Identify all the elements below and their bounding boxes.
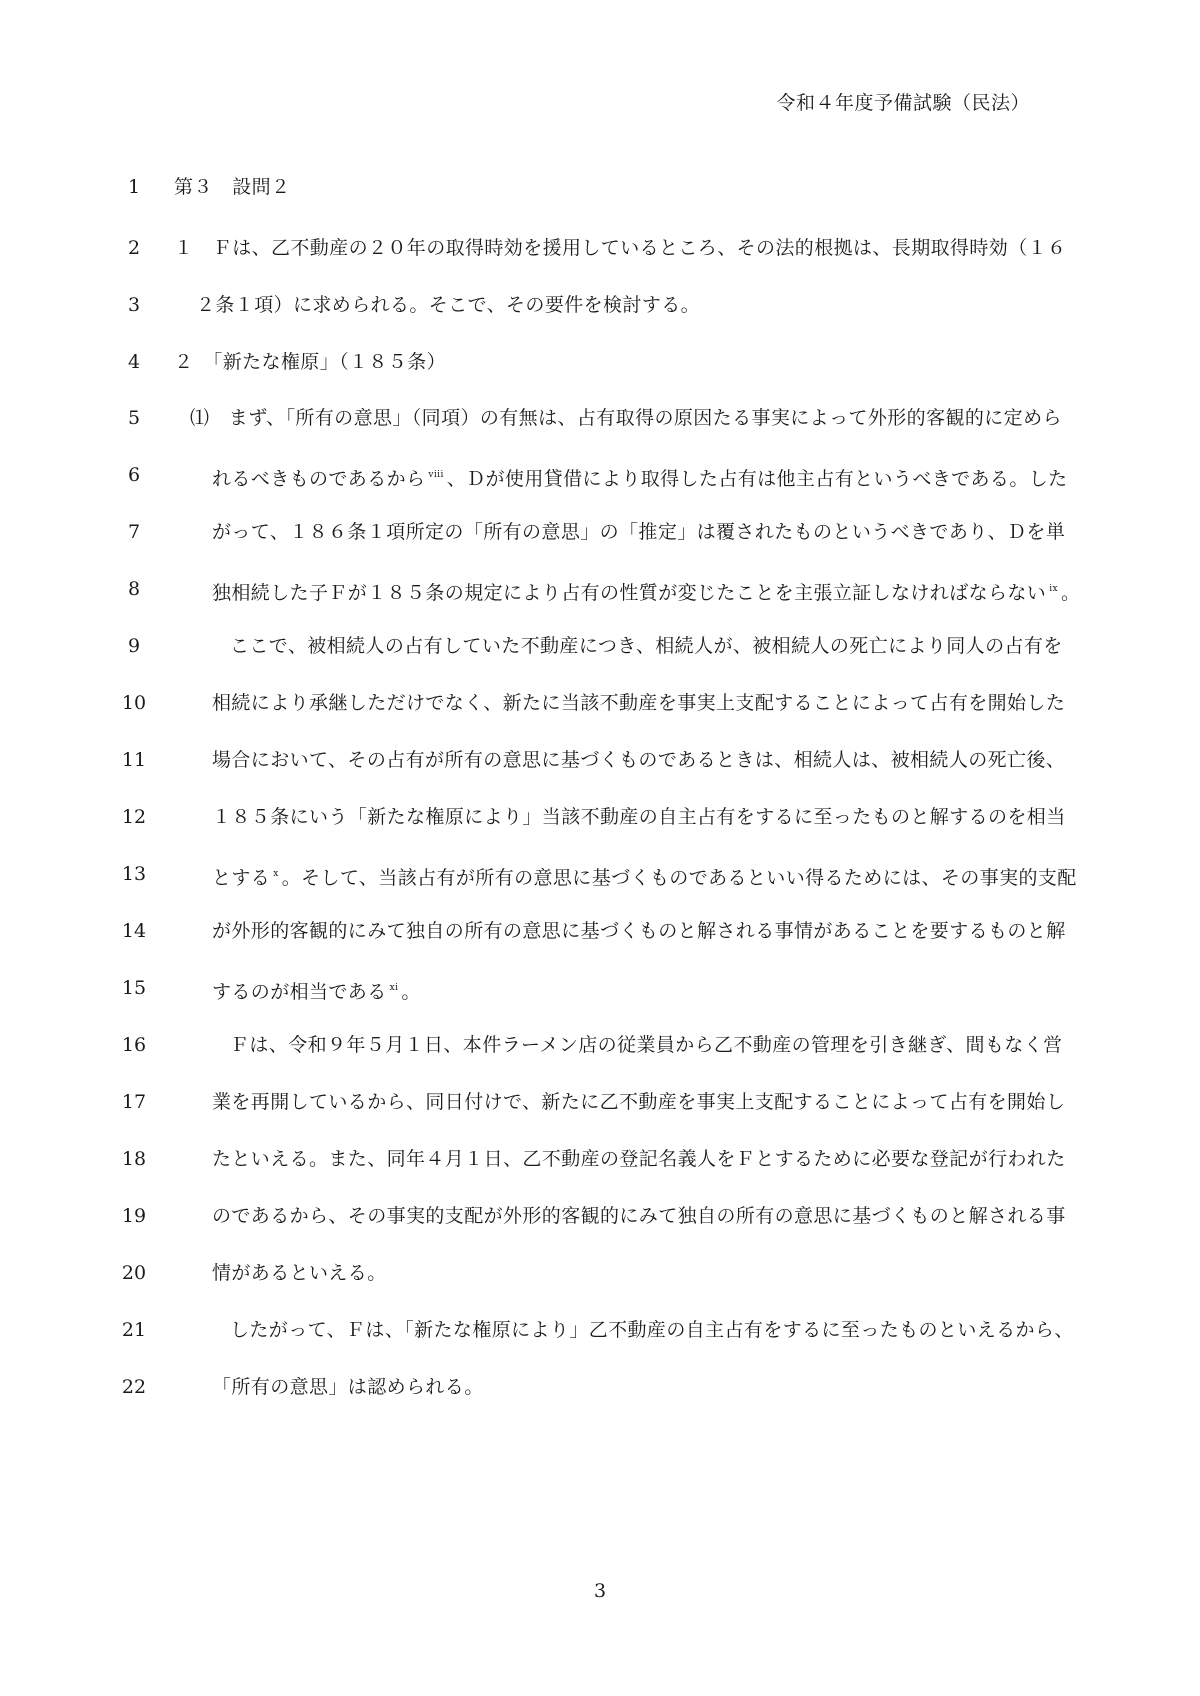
line-number: 15	[121, 977, 147, 999]
line-number: 11	[121, 749, 147, 771]
line-9	[0, 631, 1200, 661]
line-text: 独相続した子Ｆが１８５条の規定により占有の性質が変じたことを主張立証しなければならない $^{ix}$ 。	[212, 582, 1081, 604]
line-number: 9	[127, 635, 141, 657]
line-text: １８５条にいう「新たな権原により」当該不動産の自主占有をするに至ったものと解するのを相当	[212, 806, 1066, 828]
line-18	[0, 1144, 1200, 1174]
line-text: 場合において、その占有が所有の意思に基づくものであるときは、相続人は、被相続人の死亡後、	[212, 749, 1066, 771]
line-number: 22	[121, 1376, 147, 1398]
line-8	[0, 574, 1200, 604]
line-number: 12	[121, 806, 147, 828]
line-number: 3	[127, 294, 141, 316]
line-text: 相続により承継しただけでなく、新たに当該不動産を事実上支配することによって占有を開始した	[212, 692, 1066, 714]
line-text: ２条１項）に求められる。そこで、その要件を検討する。	[196, 294, 701, 316]
page-number: 3	[593, 1580, 607, 1602]
line-number: 20	[121, 1262, 147, 1284]
line-text: のであるから、その事実的支配が外形的客観的にみて独自の所有の意思に基づくものと解される事	[212, 1205, 1066, 1227]
line-number: 18	[121, 1148, 147, 1170]
line-text: １ Ｆは、乙不動産の２０年の取得時効を援用しているところ、その法的根拠は、長期取得時効（１６	[174, 237, 1067, 259]
line-text: するのが相当である $^{xi}$ 。	[212, 981, 421, 1003]
line-text: とする $^x$ 。そして、当該占有が所有の意思に基づくものであるといい得るためには、その事実的支配	[212, 867, 1077, 889]
line-5	[0, 403, 1200, 433]
line-number: 8	[127, 578, 141, 600]
line-12	[0, 802, 1200, 832]
footnote-marker: xi	[389, 983, 399, 993]
document-header: 令和４年度予備試験（民法）	[776, 92, 1030, 114]
line-16	[0, 1030, 1200, 1060]
line-10	[0, 688, 1200, 718]
line-4	[0, 347, 1200, 377]
line-text: ⑴ まず、「所有の意思」（同項）の有無は、占有取得の原因たる事実によって外形的客観的に定めら	[190, 407, 1062, 429]
footnote-marker: viii	[428, 470, 444, 480]
line-number: 21	[121, 1319, 147, 1341]
line-2	[0, 233, 1200, 263]
line-6	[0, 460, 1200, 490]
line-number: 13	[121, 863, 147, 885]
line-number: 6	[127, 464, 141, 486]
line-number: 5	[127, 407, 141, 429]
line-text: 業を再開しているから、同日付けで、新たに乙不動産を事実上支配することによって占有を開始し	[212, 1091, 1066, 1113]
line-17	[0, 1087, 1200, 1117]
line-text: ここで、被相続人の占有していた不動産につき、相続人が、被相続人の死亡により同人の占有を	[230, 635, 1063, 657]
footnote-marker: x	[273, 869, 279, 879]
line-text: 「所有の意思」は認められる。	[212, 1376, 484, 1398]
line-11	[0, 745, 1200, 775]
line-number: 2	[127, 237, 141, 259]
line-1	[0, 172, 1200, 202]
line-number: 4	[127, 351, 141, 373]
line-text: Ｆは、令和９年５月１日、本件ラーメン店の従業員から乙不動産の管理を引き継ぎ、間もなく営	[230, 1034, 1063, 1056]
line-text: たといえる。また、同年４月１日、乙不動産の登記名義人をＦとするために必要な登記が行われた	[212, 1148, 1066, 1170]
line-number: 17	[121, 1091, 147, 1113]
line-text: したがって、Ｆは、「新たな権原により」乙不動産の自主占有をするに至ったものといえるから、	[230, 1319, 1074, 1341]
line-21	[0, 1315, 1200, 1345]
line-19	[0, 1201, 1200, 1231]
line-7	[0, 517, 1200, 547]
line-text: 情があるといえる。	[212, 1262, 387, 1284]
line-number: 1	[127, 176, 141, 198]
line-number: 19	[121, 1205, 147, 1227]
line-text: がって、１８６条１項所定の「所有の意思」の「推定」は覆されたものというべきであり、Ｄを単	[212, 521, 1066, 543]
line-number: 7	[127, 521, 141, 543]
line-text: れるべきものであるから $^{viii}$ 、Ｄが使用貸借により取得した占有は他主占有というべきである。した	[212, 468, 1068, 490]
footnote-marker: ix	[1049, 584, 1058, 594]
line-number: 10	[121, 692, 147, 714]
line-number: 16	[121, 1034, 147, 1056]
line-15	[0, 973, 1200, 1003]
line-20	[0, 1258, 1200, 1288]
line-text: ２ 「新たな権原」（１８５条）	[174, 351, 447, 373]
line-22	[0, 1372, 1200, 1402]
line-text: 第３ 設問２	[174, 176, 291, 198]
line-3	[0, 290, 1200, 320]
line-14	[0, 916, 1200, 946]
line-number: 14	[121, 920, 147, 942]
line-13	[0, 859, 1200, 889]
line-text: が外形的客観的にみて独自の所有の意思に基づくものと解される事情があることを要するものと解	[212, 920, 1066, 942]
